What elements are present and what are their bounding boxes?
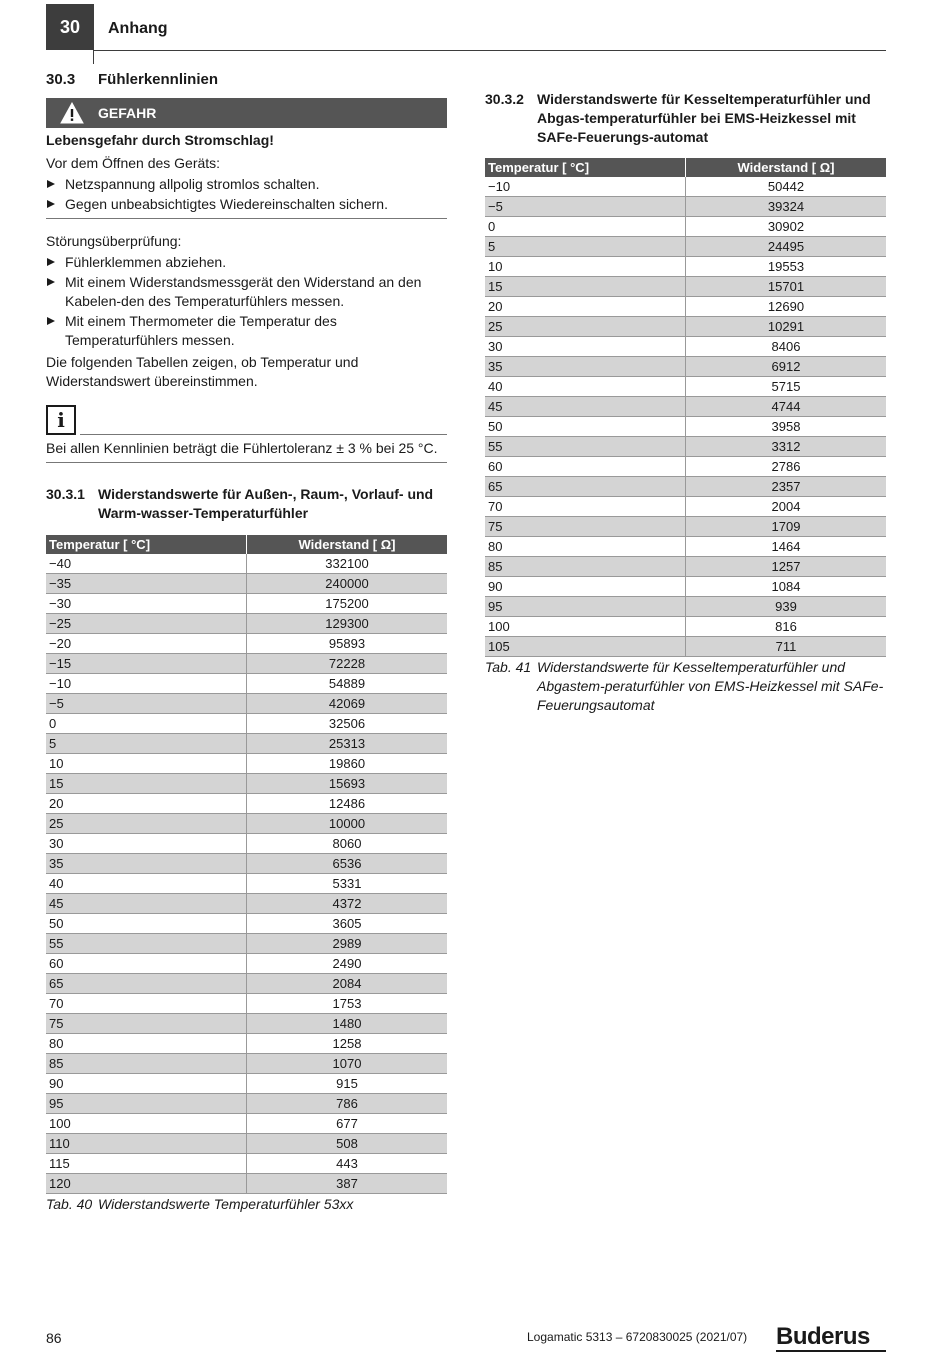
resistance-cell: 387 (247, 1174, 448, 1194)
resistance-cell: 2084 (247, 974, 448, 994)
temperature-cell: 85 (485, 557, 686, 577)
resistance-cell: 711 (686, 637, 887, 657)
temperature-cell: −35 (46, 574, 247, 594)
table-row (46, 554, 447, 574)
table1-title: Widerstandswerte für Außen-, Raum-, Vorlauf- und Warm-wasser-Temperaturfühler (98, 486, 434, 521)
temperature-cell: −40 (46, 554, 247, 574)
danger-label: GEFAHR (98, 104, 157, 121)
resistance-cell: 508 (247, 1134, 448, 1154)
resistance-cell: 1709 (686, 517, 887, 537)
temperature-cell: 60 (46, 954, 247, 974)
table1-caption (46, 1195, 447, 1214)
table-row (46, 654, 447, 674)
resistance-table-53xx (46, 535, 447, 1194)
resistance-cell: 10291 (686, 317, 887, 337)
resistance-cell: 2989 (247, 934, 448, 954)
resistance-cell: 939 (686, 597, 887, 617)
temperature-cell: 40 (485, 377, 686, 397)
temperature-cell: 30 (485, 337, 686, 357)
temperature-cell: 10 (46, 754, 247, 774)
table-row (46, 834, 447, 854)
resistance-cell: 2490 (247, 954, 448, 974)
temperature-cell: −10 (485, 177, 686, 197)
temperature-cell: −20 (46, 634, 247, 654)
table-row (46, 714, 447, 734)
document-reference: Logamatic 5313 – 6720830025 (2021/07) (527, 1330, 748, 1344)
resistance-cell: 24495 (686, 237, 887, 257)
table-row (46, 694, 447, 714)
table-row (46, 1114, 447, 1134)
temperature-cell: 50 (46, 914, 247, 934)
section-title: Fühlerkennlinien (98, 71, 219, 88)
table-row (46, 1014, 447, 1034)
column-header-temperature: Temperatur [ °C] (46, 535, 247, 554)
resistance-cell: 19860 (247, 754, 448, 774)
table-row (46, 774, 447, 794)
table-row (46, 614, 447, 634)
temperature-cell: −30 (46, 594, 247, 614)
right-column (485, 90, 886, 715)
danger-title: Lebensgefahr durch Stromschlag! (46, 132, 274, 148)
resistance-cell: 95893 (247, 634, 448, 654)
column-header-resistance: Widerstand [ Ω] (247, 535, 448, 554)
temperature-cell: 110 (46, 1134, 247, 1154)
table-row (46, 1074, 447, 1094)
table-row (485, 397, 886, 417)
temperature-cell: 5 (485, 237, 686, 257)
table-row (46, 1054, 447, 1074)
temperature-cell: 95 (485, 597, 686, 617)
resistance-cell: 1258 (247, 1034, 448, 1054)
chapter-title: Anhang (108, 20, 168, 37)
resistance-cell: 12486 (247, 794, 448, 814)
resistance-cell: 5715 (686, 377, 887, 397)
resistance-cell: 175200 (247, 594, 448, 614)
brand-underline (776, 1350, 886, 1352)
table-row (485, 197, 886, 217)
table2-heading (485, 90, 886, 147)
temperature-cell: 75 (46, 1014, 247, 1034)
resistance-cell: 15693 (247, 774, 448, 794)
table-row (46, 874, 447, 894)
resistance-cell: 54889 (247, 674, 448, 694)
temperature-cell: 5 (46, 734, 247, 754)
table-row (485, 637, 886, 657)
danger-steps (46, 175, 447, 214)
resistance-cell: 3958 (686, 417, 887, 437)
check-step: Fühlerklemmen abziehen. (46, 253, 447, 272)
temperature-cell: 45 (485, 397, 686, 417)
temperature-cell: 45 (46, 894, 247, 914)
temperature-cell: 0 (46, 714, 247, 734)
section-number: 30.3 (46, 71, 76, 88)
danger-step: Gegen unbeabsichtigtes Wiedereinschalten sichern. (46, 195, 447, 214)
temperature-cell: 40 (46, 874, 247, 894)
table2-body (485, 177, 886, 657)
check-outro: Die folgenden Tabellen zeigen, ob Temperatur und Widerstandswert übereinstimmen. (46, 354, 359, 389)
info-icon: i (46, 405, 76, 435)
table-row (46, 634, 447, 654)
table-row (485, 217, 886, 237)
table-row (46, 894, 447, 914)
temperature-cell: 10 (485, 257, 686, 277)
table1-body (46, 554, 447, 1194)
chapter-number: 30 (46, 4, 94, 50)
table-row (485, 617, 886, 637)
page-number: 86 (46, 1330, 62, 1346)
temperature-cell: 120 (46, 1174, 247, 1194)
temperature-cell: 80 (46, 1034, 247, 1054)
temperature-cell: 65 (485, 477, 686, 497)
table-row (485, 477, 886, 497)
table-row (46, 994, 447, 1014)
info-rule (80, 434, 447, 435)
temperature-cell: 80 (485, 537, 686, 557)
info-note (46, 405, 447, 435)
temperature-cell: 60 (485, 457, 686, 477)
resistance-cell: 1464 (686, 537, 887, 557)
resistance-cell: 5331 (247, 874, 448, 894)
danger-step: Netzspannung allpolig stromlos schalten. (46, 175, 447, 194)
table-row (485, 517, 886, 537)
table-row (485, 417, 886, 437)
temperature-cell: −15 (46, 654, 247, 674)
temperature-cell: 95 (46, 1094, 247, 1114)
brand-logo: Buderus (776, 1323, 870, 1350)
section-heading (46, 70, 447, 90)
table-row (46, 674, 447, 694)
resistance-cell: 8060 (247, 834, 448, 854)
temperature-cell: 75 (485, 517, 686, 537)
caption-text: Widerstandswerte für Kesseltemperaturfühler und Abgastem-peraturfühler von EMS-Heizkessel mit SAFe-Feuerungsautomat (537, 659, 884, 713)
left-column (46, 70, 447, 1214)
caption-number: Tab. 40 (46, 1196, 93, 1212)
resistance-cell: 2786 (686, 457, 887, 477)
resistance-cell: 3312 (686, 437, 887, 457)
table2-number: 30.3.2 (485, 91, 524, 107)
table-row (46, 594, 447, 614)
table-row (485, 457, 886, 477)
resistance-cell: 1480 (247, 1014, 448, 1034)
temperature-cell: 100 (46, 1114, 247, 1134)
table-row (46, 854, 447, 874)
temperature-cell: 90 (485, 577, 686, 597)
table-row (46, 734, 447, 754)
check-intro: Störungsüberprüfung: (46, 233, 182, 249)
temperature-cell: 90 (46, 1074, 247, 1094)
table-row (485, 357, 886, 377)
temperature-cell: −10 (46, 674, 247, 694)
table-row (46, 1174, 447, 1194)
temperature-cell: 100 (485, 617, 686, 637)
table-row (485, 377, 886, 397)
resistance-cell: 915 (247, 1074, 448, 1094)
temperature-cell: 25 (46, 814, 247, 834)
resistance-cell: 332100 (247, 554, 448, 574)
caption-number: Tab. 41 (485, 659, 532, 675)
resistance-cell: 1753 (247, 994, 448, 1014)
table-row (485, 437, 886, 457)
temperature-cell: 115 (46, 1154, 247, 1174)
table2-title: Widerstandswerte für Kesseltemperaturfühler und Abgas-temperaturfühler bei EMS-Heizkessel mit SAFe-Feuerungs-automat (537, 91, 871, 145)
warning-triangle-icon (46, 102, 98, 124)
temperature-cell: 105 (485, 637, 686, 657)
table-row (46, 1154, 447, 1174)
temperature-cell: 65 (46, 974, 247, 994)
chapter-divider (93, 4, 94, 64)
resistance-cell: 72228 (247, 654, 448, 674)
resistance-cell: 42069 (247, 694, 448, 714)
table-row (485, 557, 886, 577)
temperature-cell: 20 (46, 794, 247, 814)
table-row (46, 914, 447, 934)
resistance-cell: 6912 (686, 357, 887, 377)
temperature-cell: 25 (485, 317, 686, 337)
resistance-cell: 12690 (686, 297, 887, 317)
resistance-cell: 32506 (247, 714, 448, 734)
temperature-cell: 35 (46, 854, 247, 874)
resistance-cell: 3605 (247, 914, 448, 934)
table-row (46, 754, 447, 774)
table-row (46, 1094, 447, 1114)
table-row (46, 574, 447, 594)
table-row (46, 1134, 447, 1154)
table-row (485, 597, 886, 617)
resistance-cell: 2004 (686, 497, 887, 517)
resistance-cell: 443 (247, 1154, 448, 1174)
column-header-resistance: Widerstand [ Ω] (686, 158, 887, 177)
table-row (485, 337, 886, 357)
resistance-cell: 786 (247, 1094, 448, 1114)
table-row (485, 257, 886, 277)
resistance-cell: 8406 (686, 337, 887, 357)
table-row (46, 934, 447, 954)
temperature-cell: −5 (46, 694, 247, 714)
temperature-cell: 50 (485, 417, 686, 437)
info-bottom-rule (46, 462, 447, 463)
temperature-cell: 15 (46, 774, 247, 794)
resistance-cell: 19553 (686, 257, 887, 277)
temperature-cell: 85 (46, 1054, 247, 1074)
danger-rule (46, 218, 447, 219)
danger-banner (46, 98, 447, 128)
resistance-cell: 25313 (247, 734, 448, 754)
table-row (485, 577, 886, 597)
table-row (46, 794, 447, 814)
column-header-temperature: Temperatur [ °C] (485, 158, 686, 177)
resistance-cell: 30902 (686, 217, 887, 237)
temperature-cell: 35 (485, 357, 686, 377)
resistance-cell: 816 (686, 617, 887, 637)
resistance-cell: 10000 (247, 814, 448, 834)
temperature-cell: 55 (46, 934, 247, 954)
resistance-cell: 39324 (686, 197, 887, 217)
temperature-cell: 70 (485, 497, 686, 517)
table-row (46, 1034, 447, 1054)
table-row (485, 277, 886, 297)
resistance-cell: 15701 (686, 277, 887, 297)
table-row (485, 237, 886, 257)
resistance-cell: 4372 (247, 894, 448, 914)
temperature-cell: −25 (46, 614, 247, 634)
temperature-cell: 0 (485, 217, 686, 237)
table-row (46, 974, 447, 994)
temperature-cell: 30 (46, 834, 247, 854)
caption-text: Widerstandswerte Temperaturfühler 53xx (98, 1196, 354, 1212)
resistance-cell: 2357 (686, 477, 887, 497)
resistance-cell: 1070 (247, 1054, 448, 1074)
resistance-cell: 240000 (247, 574, 448, 594)
table-row (46, 954, 447, 974)
table2-caption (485, 658, 886, 715)
table1-number: 30.3.1 (46, 486, 85, 502)
header-rule (94, 50, 886, 51)
table-row (485, 317, 886, 337)
temperature-cell: 70 (46, 994, 247, 1014)
temperature-cell: 55 (485, 437, 686, 457)
resistance-cell: 129300 (247, 614, 448, 634)
resistance-cell: 1084 (686, 577, 887, 597)
resistance-cell: 6536 (247, 854, 448, 874)
resistance-cell: 50442 (686, 177, 887, 197)
danger-intro: Vor dem Öffnen des Geräts: (46, 155, 221, 171)
check-step: Mit einem Widerstandsmessgerät den Widerstand an den Kabelen-den des Temperaturfühlers messen. (46, 273, 447, 311)
table-row (485, 497, 886, 517)
table-row (46, 814, 447, 834)
resistance-table-ems (485, 158, 886, 657)
check-step: Mit einem Thermometer die Temperatur des Temperaturfühlers messen. (46, 312, 447, 350)
info-text: Bei allen Kennlinien beträgt die Fühlertoleranz ± 3 % bei 25 °C. (46, 440, 438, 456)
table1-heading (46, 485, 447, 523)
temperature-cell: 20 (485, 297, 686, 317)
table-row (485, 537, 886, 557)
temperature-cell: −5 (485, 197, 686, 217)
resistance-cell: 4744 (686, 397, 887, 417)
resistance-cell: 1257 (686, 557, 887, 577)
table-row (485, 177, 886, 197)
check-steps (46, 253, 447, 350)
temperature-cell: 15 (485, 277, 686, 297)
resistance-cell: 677 (247, 1114, 448, 1134)
table-row (485, 297, 886, 317)
